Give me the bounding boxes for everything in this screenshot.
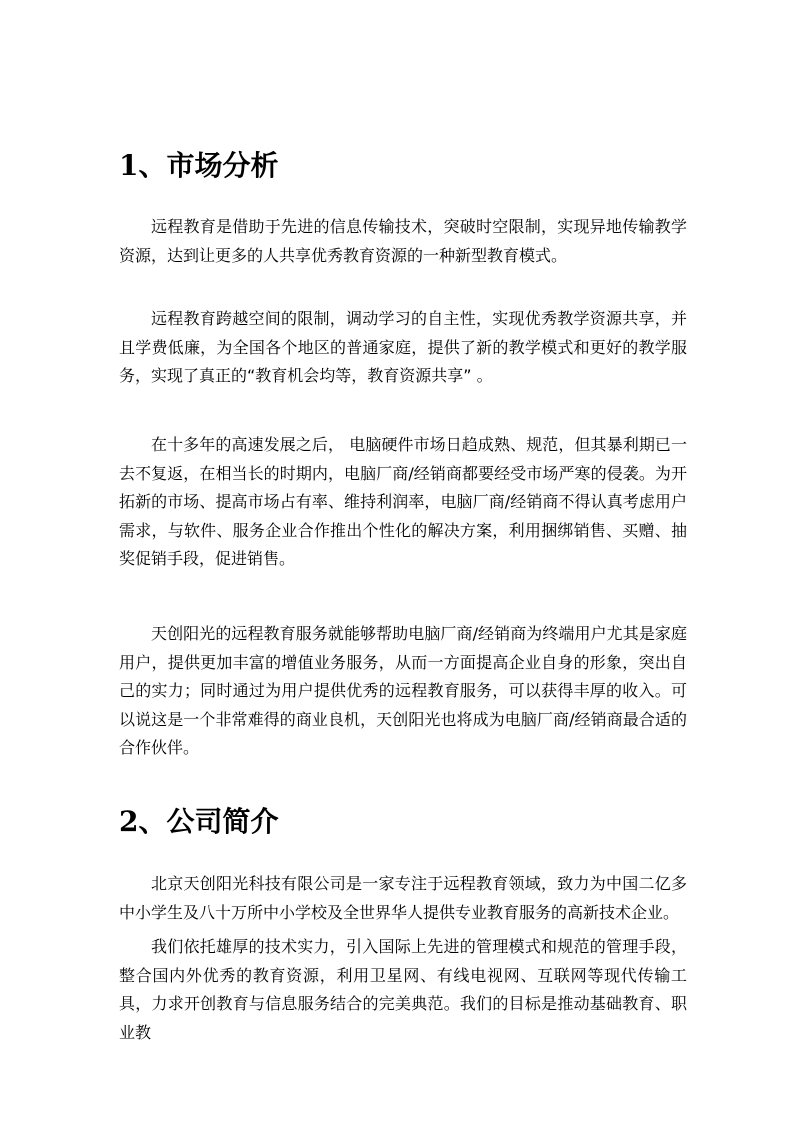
paragraph-remote-education-benefits: 远程教育跨越空间的限制，调动学习的自主性，实现优秀教学资源共享，并且学费低廉，为全国各个地区的普通家庭，提供了新的教学模式和更好的教学服务，实现了真正的“教育机会均等，教育资源共享” 。: [119, 309, 687, 385]
paragraph-business-opportunity: 天创阳光的远程教育服务就能够帮助电脑厂商/经销商为终端用户尤其是家庭用户，提供更加丰富的增值业务服务，从而一方面提高企业自身的形象，突出自己的实力；同时通过为用户提供优秀的远程教育服务，可以获得丰厚的收入。可以说这是一个非常难得的商业良机，天创阳光也将成为电脑厂商/经销商最合适的合作伙伴。: [119, 624, 687, 757]
section-heading-company-profile: 2、公司简介: [119, 805, 279, 838]
paragraph-hardware-market: 在十多年的高速发展之后， 电脑硬件市场日趋成熟、规范，但其暴利期已一去不复返，在相当长的时期内，电脑厂商/经销商都要经受市场严寒的侵袭。为开拓新的市场、提高市场占有率、维持利润率，电脑厂商/经销商不得认真考虑用户需求，与软件、服务企业合作推出个性化的解决方案，利用捆绑销售、买赠、抽奖促销手段，促进销售。: [119, 435, 687, 568]
paragraph-remote-education-definition: 远程教育是借助于先进的信息传输技术，突破时空限制，实现异地传输教学资源，达到让更多的人共享优秀教育资源的一种新型教育模式。: [119, 217, 687, 265]
paragraph-company-mission: 我们依托雄厚的技术实力，引入国际上先进的管理模式和规范的管理手段，整合国内外优秀的教育资源，利用卫星网、有线电视网、互联网等现代传输工具，力求开创教育与信息服务结合的完美典范。我们的目标是推动基础教育、职业教: [119, 937, 687, 1042]
paragraph-company-intro: 北京天创阳光科技有限公司是一家专注于远程教育领域，致力为中国二亿多中小学生及八十万所中小学校及全世界华人提供专业教育服务的高新技术企业。: [119, 874, 687, 922]
section-heading-market-analysis: 1、市场分析: [119, 149, 279, 182]
